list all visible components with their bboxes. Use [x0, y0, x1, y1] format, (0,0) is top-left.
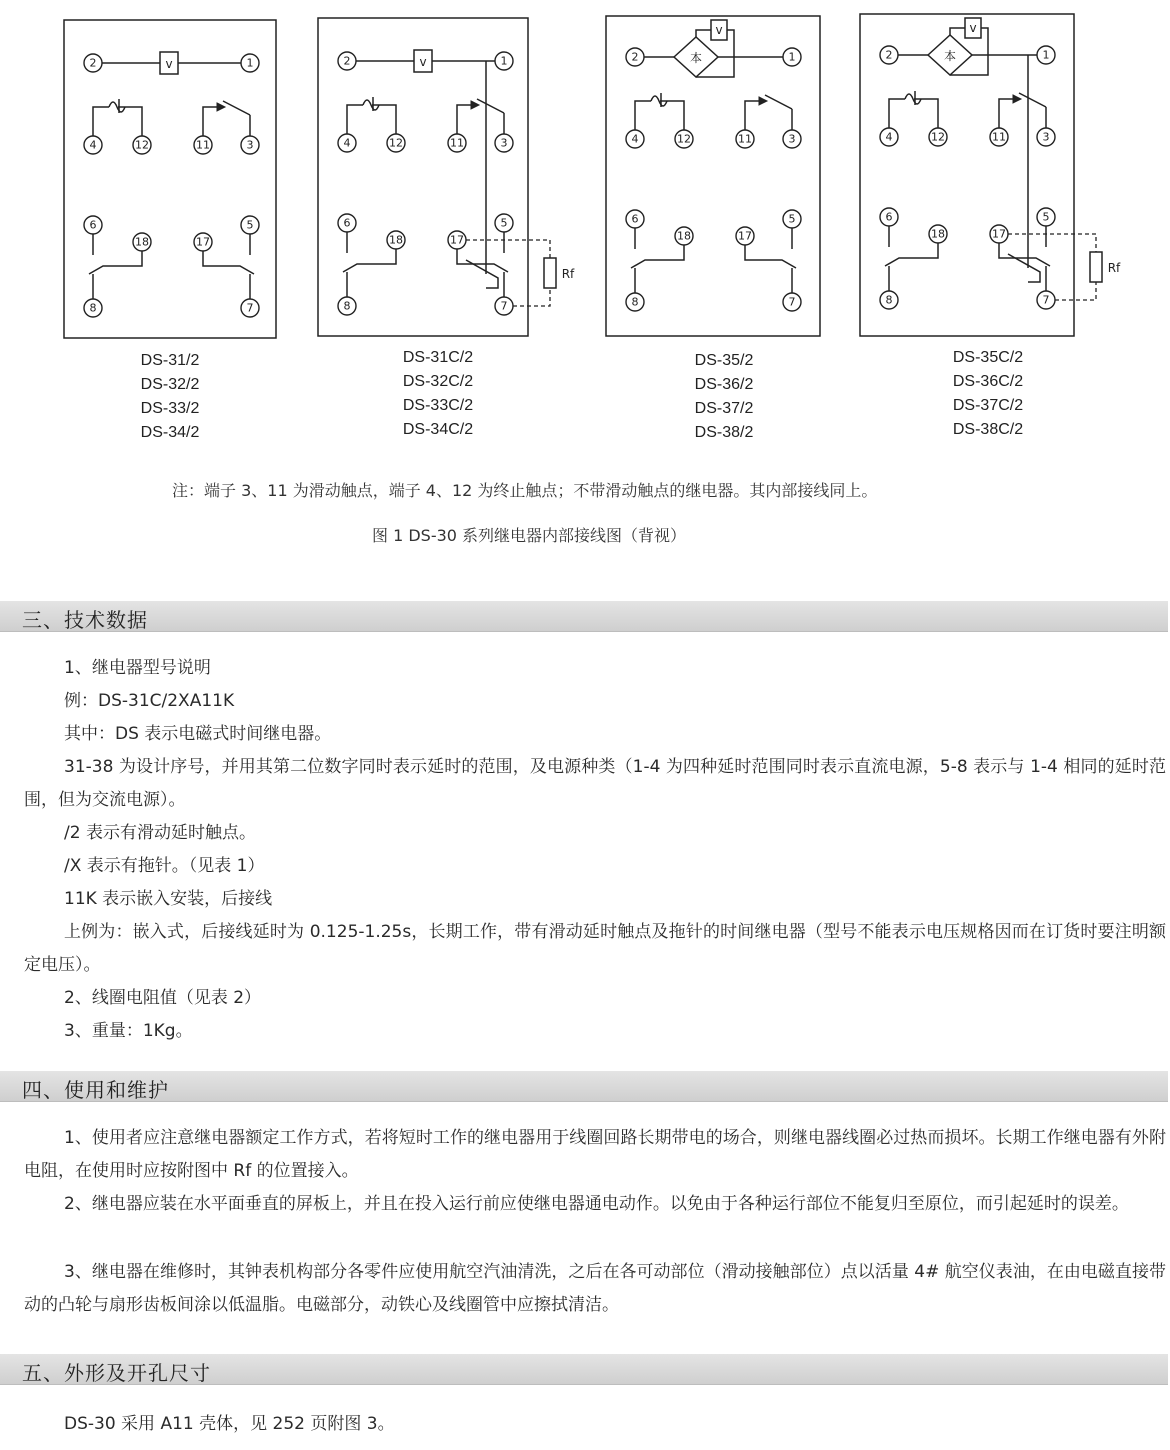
svg-text:3: 3 — [1042, 130, 1050, 144]
svg-text:12: 12 — [135, 138, 149, 152]
svg-text:18: 18 — [389, 233, 403, 247]
svg-text:1: 1 — [1042, 48, 1050, 62]
paragraph: 上例为：嵌入式，后接线延时为 0.125-1.25s，长期工作，带有滑动延时触点及拖针的时间继电器（型号不能表示电压规格因而在订货时要注明额定电压）。 — [24, 922, 1166, 975]
bridge-symbol: 本 — [689, 51, 703, 65]
svg-text:8: 8 — [885, 293, 893, 307]
terminal-8 — [626, 293, 644, 311]
terminal-5 — [783, 210, 801, 228]
section-title: 三、技术数据 — [22, 608, 148, 632]
terminal-12 — [929, 128, 947, 146]
terminal-6 — [880, 208, 898, 226]
svg-text:4: 4 — [631, 132, 639, 146]
svg-text:6: 6 — [89, 218, 97, 232]
svg-text:11: 11 — [450, 136, 464, 150]
section-title: 四、使用和维护 — [22, 1078, 169, 1102]
diagram-3 — [606, 16, 820, 441]
terminal-5 — [495, 214, 513, 232]
svg-text:11: 11 — [992, 130, 1006, 144]
paragraph: 其中：DS 表示电磁式时间继电器。 — [64, 724, 332, 744]
resistor-rf-icon — [1090, 252, 1102, 282]
svg-text:1: 1 — [500, 54, 508, 68]
terminal-5 — [1037, 208, 1055, 226]
terminal-2 — [626, 48, 644, 66]
svg-text:11: 11 — [196, 138, 210, 152]
svg-text:17: 17 — [738, 229, 752, 243]
svg-text:7: 7 — [788, 295, 796, 309]
paragraph: 1、使用者应注意继电器额定工作方式，若将短时工作的继电器用于线圈回路长期带电的场合，则继电器线圈必过热而损坏。长期工作继电器有外附电阻，在使用时应按附图中 Rf 的位置接入。 — [24, 1128, 1166, 1181]
terminal-4 — [626, 130, 644, 148]
svg-text:17: 17 — [450, 233, 464, 247]
paragraph: DS-30 采用 A11 壳体，见 252 页附图 3。 — [64, 1414, 395, 1434]
terminal-1 — [1037, 46, 1055, 64]
terminal-18 — [133, 233, 151, 251]
paragraph: /2 表示有滑动延时触点。 — [64, 823, 256, 843]
model-label: DS-36C/2 — [952, 373, 1024, 390]
paragraph: 11K 表示嵌入安装，后接线 — [64, 889, 273, 909]
terminal-8 — [880, 291, 898, 309]
diagram-1 — [64, 20, 276, 441]
terminal-18 — [929, 225, 947, 243]
coil-symbol: v — [419, 55, 427, 69]
model-label: DS-37C/2 — [952, 397, 1024, 414]
model-label: DS-38C/2 — [952, 421, 1024, 438]
terminal-2 — [338, 52, 356, 70]
paragraph: 例：DS-31C/2XA11K — [64, 691, 235, 711]
svg-text:12: 12 — [677, 132, 691, 146]
terminal-4 — [338, 134, 356, 152]
svg-text:8: 8 — [631, 295, 639, 309]
terminal-12 — [675, 130, 693, 148]
terminal-2 — [880, 46, 898, 64]
terminal-7 — [495, 297, 513, 315]
paragraph: 1、继电器型号说明 — [64, 658, 211, 678]
svg-text:17: 17 — [992, 227, 1006, 241]
svg-text:5: 5 — [1042, 210, 1050, 224]
svg-text:4: 4 — [885, 130, 893, 144]
terminal-7 — [241, 299, 259, 317]
section-header-usage-maintenance — [0, 1071, 1168, 1102]
svg-text:5: 5 — [246, 218, 254, 232]
model-label: DS-32C/2 — [402, 373, 474, 390]
svg-text:18: 18 — [135, 235, 149, 249]
svg-text:7: 7 — [500, 299, 508, 313]
svg-text:6: 6 — [631, 212, 639, 226]
svg-text:6: 6 — [343, 216, 351, 230]
terminal-11 — [194, 136, 212, 154]
terminal-17 — [990, 225, 1008, 243]
svg-text:3: 3 — [246, 138, 254, 152]
paragraph: 3、重量：1Kg。 — [64, 1021, 193, 1041]
figure-title: 图 1 DS-30 系列继电器内部接线图（背视） — [372, 526, 687, 545]
terminal-6 — [338, 214, 356, 232]
terminal-4 — [84, 136, 102, 154]
terminal-3 — [783, 130, 801, 148]
terminal-18 — [675, 227, 693, 245]
terminal-3 — [495, 134, 513, 152]
coil-symbol: v — [715, 23, 723, 37]
terminal-3 — [241, 136, 259, 154]
terminal-7 — [1037, 291, 1055, 309]
svg-text:1: 1 — [246, 56, 254, 70]
paragraph: 2、线圈电阻值（见表 2） — [64, 988, 262, 1008]
terminal-11 — [990, 128, 1008, 146]
model-label: DS-34/2 — [140, 424, 200, 441]
terminal-17 — [194, 233, 212, 251]
terminal-17 — [736, 227, 754, 245]
model-label: DS-35/2 — [694, 352, 754, 369]
terminal-8 — [84, 299, 102, 317]
svg-text:5: 5 — [500, 216, 508, 230]
terminal-6 — [626, 210, 644, 228]
model-label: DS-37/2 — [694, 400, 754, 417]
terminal-3 — [1037, 128, 1055, 146]
paragraph: 31-38 为设计序号，并用其第二位数字同时表示延时的范围，及电源种类（1-4 为四种延时范围同时表示直流电源，5-8 表示与 1-4 相同的延时范围，但为交流电源）。 — [24, 757, 1166, 810]
terminal-18 — [387, 231, 405, 249]
svg-text:8: 8 — [343, 299, 351, 313]
rf-label: Rf — [561, 267, 575, 281]
svg-text:6: 6 — [885, 210, 893, 224]
svg-text:8: 8 — [89, 301, 97, 315]
diagram-4 — [860, 14, 1121, 438]
svg-text:7: 7 — [1042, 293, 1050, 307]
terminal-12 — [387, 134, 405, 152]
svg-text:18: 18 — [677, 229, 691, 243]
model-label: DS-31C/2 — [402, 349, 474, 366]
terminal-12 — [133, 136, 151, 154]
terminal-2 — [84, 54, 102, 72]
svg-text:18: 18 — [931, 227, 945, 241]
section-title: 五、外形及开孔尺寸 — [22, 1361, 211, 1385]
terminal-4 — [880, 128, 898, 146]
diagram-2 — [318, 18, 575, 438]
model-label: DS-32/2 — [140, 376, 200, 393]
svg-text:4: 4 — [343, 136, 351, 150]
rf-label: Rf — [1107, 261, 1121, 275]
terminal-1 — [783, 48, 801, 66]
section-header-dimensions — [0, 1354, 1168, 1385]
section-header-tech-data — [0, 601, 1168, 632]
svg-text:5: 5 — [788, 212, 796, 226]
model-label: DS-33C/2 — [402, 397, 474, 414]
model-label: DS-36/2 — [694, 376, 754, 393]
terminal-6 — [84, 216, 102, 234]
svg-text:17: 17 — [196, 235, 210, 249]
svg-text:2: 2 — [89, 56, 97, 70]
terminal-11 — [736, 130, 754, 148]
svg-text:3: 3 — [788, 132, 796, 146]
terminal-7 — [783, 293, 801, 311]
paragraph: 3、继电器在维修时，其钟表机构部分各零件应使用航空汽油清洗，之后在各可动部位（滑动接触部位）点以活量 4# 航空仪表油，在由电磁直接带动的凸轮与扇形齿板间涂以低温脂。电磁部分，动铁心及线圈管中应擦拭清洁。 — [24, 1262, 1166, 1315]
model-label: DS-38/2 — [694, 424, 754, 441]
terminal-5 — [241, 216, 259, 234]
svg-text:1: 1 — [788, 50, 796, 64]
paragraph: 2、继电器应装在水平面垂直的屏板上，并且在投入运行前应使继电器通电动作。以免由于各种运行部位不能复归至原位，而引起延时的误差。 — [64, 1194, 1129, 1214]
model-label: DS-34C/2 — [402, 421, 474, 438]
svg-text:4: 4 — [89, 138, 97, 152]
svg-text:2: 2 — [885, 48, 893, 62]
svg-text:3: 3 — [500, 136, 508, 150]
svg-text:2: 2 — [343, 54, 351, 68]
coil-symbol: v — [969, 21, 977, 35]
svg-text:7: 7 — [246, 301, 254, 315]
svg-text:12: 12 — [389, 136, 403, 150]
model-label: DS-35C/2 — [952, 349, 1024, 366]
terminal-1 — [495, 52, 513, 70]
model-label: DS-31/2 — [140, 352, 200, 369]
svg-text:2: 2 — [631, 50, 639, 64]
terminal-1 — [241, 54, 259, 72]
model-label: DS-33/2 — [140, 400, 200, 417]
svg-text:11: 11 — [738, 132, 752, 146]
terminal-17 — [448, 231, 466, 249]
terminal-8 — [338, 297, 356, 315]
svg-text:12: 12 — [931, 130, 945, 144]
bridge-symbol: 本 — [943, 49, 957, 63]
coil-symbol: v — [165, 57, 173, 71]
terminal-11 — [448, 134, 466, 152]
resistor-rf-icon — [544, 258, 556, 288]
wiring-diagram-figure — [0, 0, 1170, 460]
paragraph: /X 表示有拖针。（见表 1） — [64, 856, 265, 876]
figure-note: 注：端子 3、11 为滑动触点，端子 4、12 为终止触点；不带滑动触点的继电器。其内部接线同上。 — [172, 481, 878, 500]
